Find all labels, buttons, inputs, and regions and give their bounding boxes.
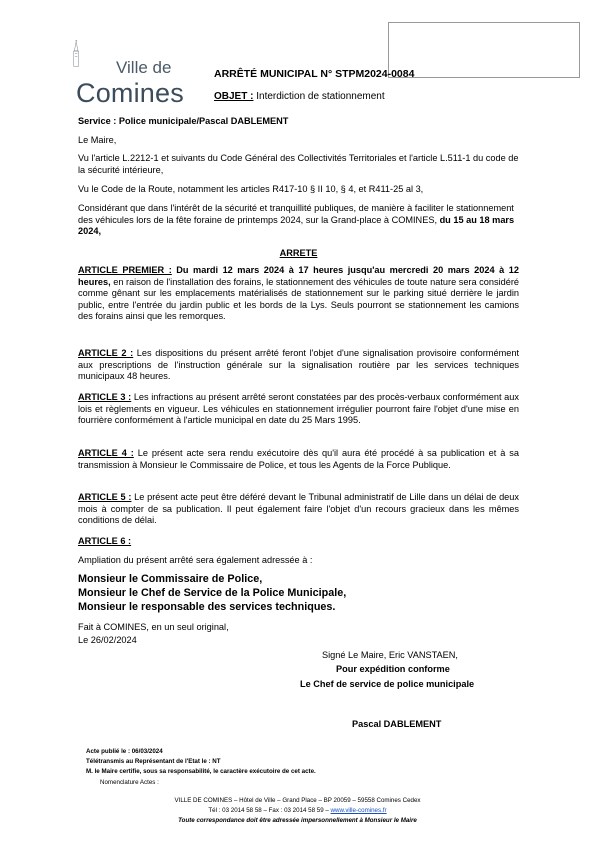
- objet-line: [214, 91, 385, 102]
- signe-line: Signé Le Maire, Eric VANSTAEN,: [322, 650, 458, 660]
- destinataire-1: Monsieur le Commissaire de Police,: [78, 573, 263, 585]
- ampliation-line: Ampliation du présent arrêté sera également adressée à :: [78, 555, 313, 565]
- article-2-text: Les dispositions du présent arrêté feront l'objet d'une signalisation provisoire conformément aux prescriptions de l'instruction générale sur la signalisation routière par les services techniques municipaux 48 heures.: [78, 348, 519, 381]
- article-1: [78, 265, 519, 323]
- article-1-text: en raison de l'installation des forains, le stationnement des véhicules de toute nature sera considéré comme gênant sur les emplacements matérialisés de stationnement sur le parking situé derrière le jardin public, entre l'entrée du jardin public et les bords de la Lys. Seuls pourront se stationnement les camions des forains ainsi que les remorques.: [78, 276, 519, 321]
- article-3-text: Les infractions au présent arrêté seront constatées par des procès-verbaux conformément aux lois et règlements en vigueur. Les véhicules en stationnement irrégulier pourront faire l'objet d'une mise en fourrière conformément à l'article municipal en date du 25 Mars 1995.: [78, 392, 519, 425]
- article-6-label: ARTICLE 6 :: [78, 536, 132, 546]
- article-4: [78, 448, 519, 471]
- considerant-paragraph: [78, 203, 519, 238]
- objet-text: Interdiction de stationnement: [256, 91, 385, 102]
- article-5: [78, 492, 519, 527]
- vu-paragraph-1: Vu l'article L.2212-1 et suivants du Code Général des Collectivités Territoriales et l'article L.511-1 du code de la sécurité intérieure,: [78, 153, 519, 175]
- article-5-text: Le présent acte peut être déféré devant le Tribunal administratif de Lille dans un délai de deux mois à compter de sa publication. Il peut également faire l'objet d'un recours gracieux dans les mêmes conditions de délai.: [78, 492, 519, 525]
- considerant-dates: du 15 au 18 mars 2024,: [78, 214, 515, 236]
- logo-comines-text: Comines: [76, 78, 184, 108]
- destinataire-3: Monsieur le responsable des services techniques.: [78, 601, 336, 613]
- article-2-label: ARTICLE 2 :: [78, 348, 134, 358]
- article-3: [78, 392, 519, 427]
- chef-service: Le Chef de service de police municipale: [300, 679, 475, 689]
- arrete-heading: ARRETE: [279, 248, 318, 258]
- article-4-text: Le présent acte sera rendu exécutoire dès qu'il aura été procédé à sa publication et à sa transmission à Monsieur le Commissaire de Police, et tous les Agents de la Force Publique.: [78, 448, 519, 470]
- footer-nomenclature: Nomenclature Actes :: [100, 779, 159, 786]
- fait-line: Fait à COMINES, en un seul original,: [78, 622, 229, 632]
- article-4-label: ARTICLE 4 :: [78, 448, 134, 458]
- date-line: Le 26/02/2024: [78, 635, 137, 645]
- footer-correspondance: Toute correspondance doit être adressée impersonnellement à Monsieur le Maire: [178, 817, 417, 824]
- signataire: Pascal DABLEMENT: [352, 719, 442, 729]
- footer-certifie: M. le Maire certifie, sous sa responsabilité, le caractère exécutoire de cet acte.: [86, 768, 316, 775]
- footer-publie: Acte publié le : 06/03/2024: [86, 748, 163, 755]
- footer-site-link[interactable]: www.ville-comines.fr: [330, 807, 387, 814]
- church-icon: [74, 40, 79, 66]
- objet-label: OBJET :: [214, 91, 254, 102]
- stamp-box: [388, 22, 580, 78]
- comines-logo: [70, 26, 110, 76]
- article-1-dates: Du mardi 12 mars 2024 à 17 heures jusqu'au mercredi 20 mars 2024 à 12 heures,: [78, 265, 519, 287]
- considerant-text: Considérant que dans l'intérêt de la sécurité et tranquillité publiques, de manière à faciliter le stationnement des véhicules lors de la fête foraine de printemps 2024, sur la Grand-place à COMINES,: [78, 203, 514, 225]
- maire-line: Le Maire,: [78, 135, 117, 145]
- article-3-label: ARTICLE 3 :: [78, 392, 132, 402]
- document-title: ARRÊTÉ MUNICIPAL N° STPM2024-0084: [214, 68, 415, 80]
- article-1-label: ARTICLE PREMIER :: [78, 265, 172, 275]
- footer-adresse: VILLE DE COMINES – Hôtel de Ville – Grand Place – BP 20059 – 59558 Comines Cedex: [174, 797, 421, 804]
- service-line: Service : Police municipale/Pascal DABLEMENT: [78, 116, 289, 126]
- pour-expedition: Pour expédition conforme: [336, 664, 450, 674]
- logo-ville-text: Ville de: [116, 58, 172, 77]
- footer-contact: [60, 807, 535, 815]
- article-2: [78, 348, 519, 383]
- vu-paragraph-2: Vu le Code de la Route, notamment les articles R417-10 § II 10, § 4, et R411-25 al 3,: [78, 184, 424, 194]
- destinataire-2: Monsieur le Chef de Service de la Police Municipale,: [78, 587, 347, 599]
- footer-tel: Tél : 03 2014 58 58 – Fax : 03 2014 58 59 –: [208, 807, 331, 814]
- footer-teletransmis: Télétransmis au Représentant de l'Etat le : NT: [86, 758, 221, 765]
- article-6: [78, 536, 519, 548]
- article-5-label: ARTICLE 5 :: [78, 492, 132, 502]
